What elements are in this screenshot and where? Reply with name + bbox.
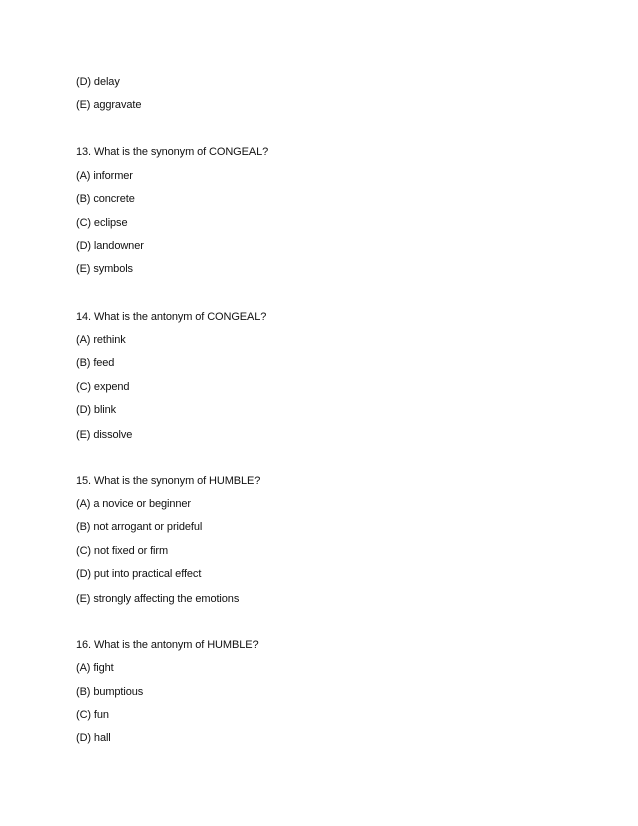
q16-option-c: (C) fun <box>76 709 109 721</box>
question-14: 14. What is the antonym of CONGEAL? <box>76 311 267 323</box>
q13-option-d: (D) landowner <box>76 240 144 252</box>
option-e-prev: (E) aggravate <box>76 99 142 111</box>
q16-option-a: (A) fight <box>76 662 114 674</box>
q13-option-c: (C) eclipse <box>76 217 128 229</box>
q14-option-d: (D) blink <box>76 404 117 416</box>
q14-option-b: (B) feed <box>76 357 115 369</box>
q15-option-d: (D) put into practical effect <box>76 568 202 580</box>
q15-option-a: (A) a novice or beginner <box>76 498 191 510</box>
q14-option-e: (E) dissolve <box>76 429 133 441</box>
q15-option-b: (B) not arrogant or prideful <box>76 521 203 533</box>
question-16: 16. What is the antonym of HUMBLE? <box>76 639 259 651</box>
q16-option-b: (B) bumptious <box>76 686 144 698</box>
option-d-prev: (D) delay <box>76 76 120 88</box>
q14-option-a: (A) rethink <box>76 334 126 346</box>
q16-option-d: (D) hall <box>76 732 111 744</box>
q13-option-a: (A) informer <box>76 170 133 182</box>
q13-option-e: (E) symbols <box>76 263 133 275</box>
question-13: 13. What is the synonym of CONGEAL? <box>76 146 269 158</box>
q13-option-b: (B) concrete <box>76 193 135 205</box>
q15-option-c: (C) not fixed or firm <box>76 545 169 557</box>
q14-option-c: (C) expend <box>76 381 130 393</box>
q15-option-e: (E) strongly affecting the emotions <box>76 593 240 605</box>
question-15: 15. What is the synonym of HUMBLE? <box>76 475 261 487</box>
